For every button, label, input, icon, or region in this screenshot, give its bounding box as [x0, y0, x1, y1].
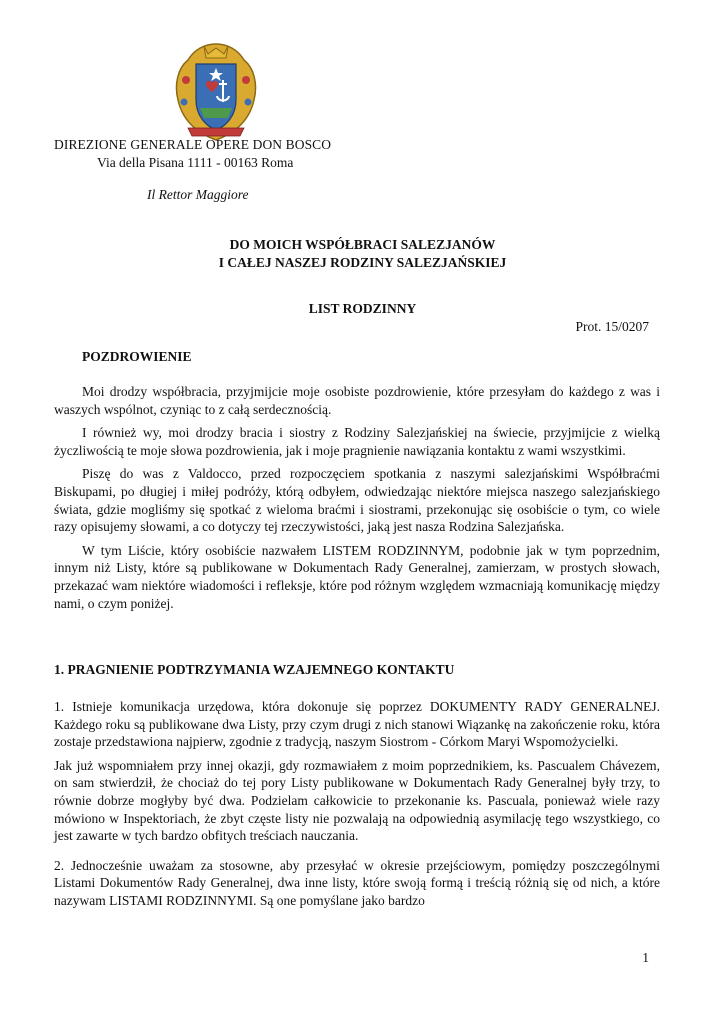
salesian-coat-of-arms-icon	[168, 40, 264, 144]
protocol-number: Prot. 15/0207	[575, 319, 649, 334]
section-paragraph: 1. Istnieje komunikacja urzędowa, która dokonuje się poprzez DOKUMENTY RADY GENERALNEJ. Każdego roku są publikowane dwa Listy, przy czym drugi z nich stanowi Wiązankę na zakończenie roku, która zostaje przedstawiona najpierw, zgodnie z tradycją, naszym Siostrom - Córkom Maryi Wspomożycielki.	[54, 699, 660, 750]
institution-name: DIREZIONE GENERALE OPERE DON BOSCO	[54, 137, 332, 152]
dedication-line-2: I CAŁEJ NASZEJ RODZINY SALEZJAŃSKIEJ	[218, 255, 507, 270]
intro-paragraph: I również wy, moi drodzy bracia i siostry z Rodziny Salezjańskiej na świecie, przyjmijcie z wielką życzliwością te moje słowa pozdrowienia, jak i moje pragnienie nawiązania kontaktu z wami wszystkimi.	[54, 425, 660, 458]
sender-office: Il Rettor Maggiore	[147, 187, 249, 202]
intro-paragraph: Moi drodzy współbracia, przyjmijcie moje osobiste pozdrowienie, które przesyłam do każdego z was i waszych wspólnot, czyniąc to z całą serdecznością.	[54, 384, 660, 417]
section-paragraph: 2. Jednocześnie uważam za stosowne, aby przesyłać w okresie przejściowym, pomiędzy poszczególnymi Listami Dokumentów Rady Generalnej, dwa inne listy, które swoją formą i treścią różnią się od nich, a które nazywam LISTAMI RODZINNYMI. Są one pomyślane jako bardzo	[54, 857, 660, 908]
intro-paragraph: Piszę do was z Valdocco, przed rozpoczęciem spotkania z naszymi salezjańskimi Współbraćmi Biskupami, po długiej i miłej podróży, którą odbyłem, odwiedzając niektóre miejsca naszego salezjańskiego świata, gdzie mogliśmy się spotkać z wieloma braćmi i siostrami, przekonując się osobiście o tym, co wiele razy opisujemy słowami, a co dotyczy tej rzeczywistości, jaką jest nasza Rodzina Salezjańska.	[54, 466, 660, 535]
section-body	[54, 698, 660, 916]
dedication	[0, 236, 725, 272]
greeting-heading: POZDROWIENIE	[82, 349, 192, 364]
page-number: 1	[642, 950, 649, 965]
section-paragraph: Jak już wspomniałem przy innej okazji, gdy rozmawiałem z moim poprzednikiem, ks. Pascualem Chávezem, on sam stwierdził, że chociaż do tej pory Listy publikowane w Dokumentach Rady Generalnej były trzy, to równie dobrze mogłyby być dwa. Podzielam całkowicie to przekonanie ks. Pascuala, ponieważ wiele razy mówiono w Inspektoriach, że zbyt częste listy nie pozwalają na odpowiednią asymilację tego wszystkiego, co jest zawarte w tych bardzo obfitych treściach nauczania.	[54, 757, 660, 844]
section-heading: 1. PRAGNIENIE PODTRZYMANIA WZAJEMNEGO KONTAKTU	[54, 662, 455, 677]
intro-paragraph: W tym Liście, który osobiście nazwałem LISTEM RODZINNYM, podobnie jak w tym poprzednim, innym niż Listy, które są publikowane w Dokumentach Rady Generalnej, zamierzam, w prostych słowach, przekazać wam niektóre wiadomości i refleksje, które pod różnym względem wzmacniają komunikację między nami, o czym poniżej.	[54, 542, 660, 611]
dedication-line-1: DO MOICH WSPÓŁBRACI SALEZJANÓW	[229, 237, 496, 252]
institution-address: Via della Pisana 1111 - 00163 Roma	[97, 155, 294, 170]
intro-body	[54, 383, 660, 618]
letter-title: LIST RODZINNY	[308, 301, 417, 316]
